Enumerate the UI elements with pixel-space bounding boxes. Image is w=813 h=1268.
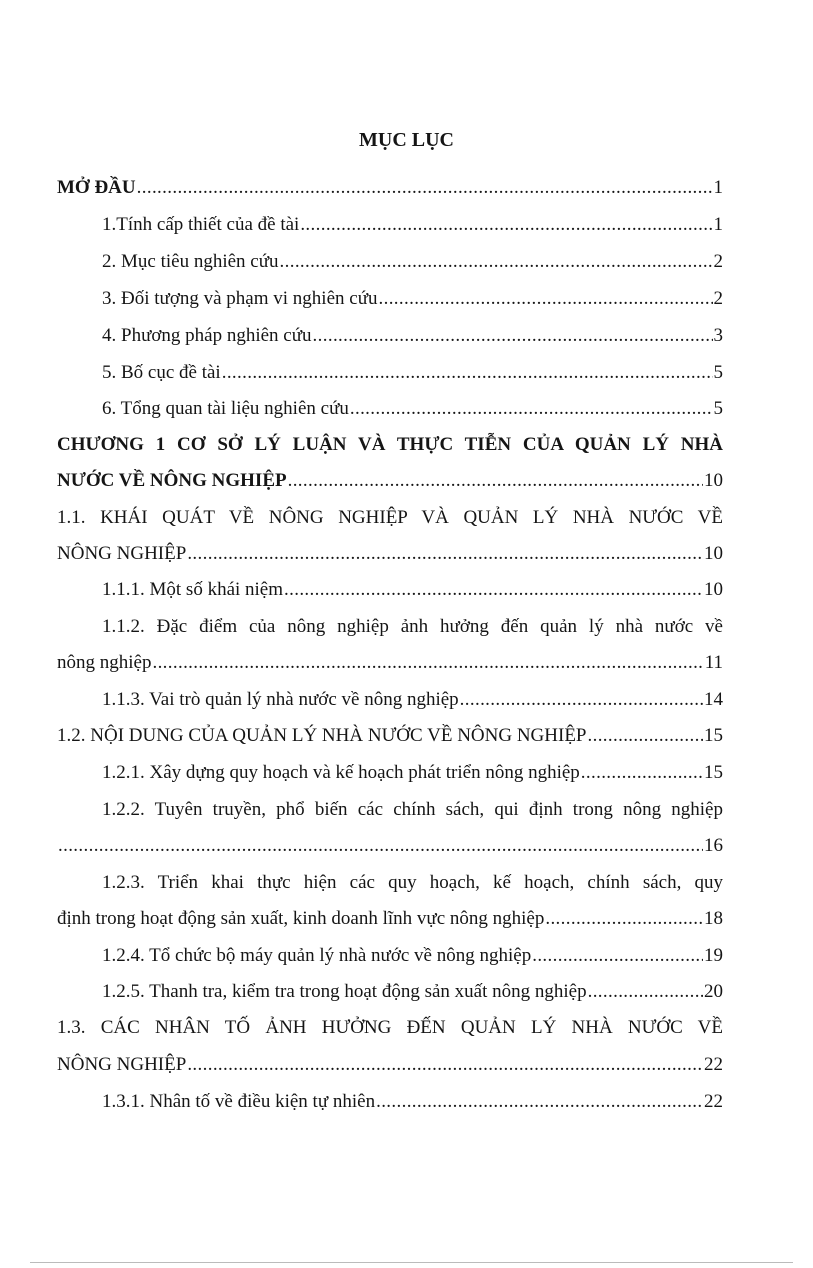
toc-entry[interactable] — [102, 360, 723, 386]
toc-entry-label: 1.2.1. Xây dựng quy hoạch và kế hoạch phát triển nông nghiệp — [102, 762, 580, 783]
toc-entry-label: NÔNG NGHIỆP — [57, 543, 187, 564]
toc-entry-label: 2. Mục tiêu nghiên cứu — [102, 251, 279, 272]
toc-entry[interactable] — [102, 979, 723, 1005]
toc-entry-label: 1.Tính cấp thiết của đề tài — [102, 214, 300, 235]
dot-leader — [545, 906, 703, 932]
page-bottom-divider — [30, 1262, 793, 1263]
toc-entry-label: định trong hoạt động sản xuất, kinh doanh lĩnh vực nông nghiệp — [57, 908, 545, 929]
dot-leader — [288, 468, 703, 494]
toc-entry[interactable] — [57, 650, 723, 676]
toc-entry[interactable] — [57, 175, 723, 201]
toc-entry[interactable] — [57, 833, 723, 859]
toc-entry-label: 1.2. NỘI DUNG CỦA QUẢN LÝ NHÀ NƯỚC VỀ NÔNG NGHIỆP — [57, 725, 587, 746]
toc-entry-page: 19 — [704, 945, 723, 966]
toc-entry[interactable] — [102, 249, 723, 275]
dot-leader — [284, 577, 703, 603]
toc-entry-label: 6. Tổng quan tài liệu nghiên cứu — [102, 398, 349, 419]
toc-entry-page: 15 — [704, 725, 723, 746]
dot-leader — [58, 833, 703, 859]
dot-leader — [187, 541, 703, 567]
toc-entry[interactable] — [102, 577, 723, 603]
dot-leader — [460, 687, 703, 713]
toc-entry-line1[interactable]: CHƯƠNG 1 CƠ SỞ LÝ LUẬN VÀ THỰC TIỄN CỦA QUẢN LÝ NHÀ — [57, 434, 723, 455]
dot-leader — [588, 723, 704, 749]
dot-leader — [280, 249, 713, 275]
toc-entry-page: 22 — [704, 1091, 723, 1112]
toc-entry-page: 22 — [704, 1054, 723, 1075]
toc-entry[interactable] — [57, 723, 723, 749]
toc-entry-page: 18 — [704, 908, 723, 929]
toc-entry[interactable] — [57, 906, 723, 932]
toc-entry[interactable] — [57, 541, 723, 567]
toc-entry-page: 10 — [704, 543, 723, 564]
dot-leader — [588, 979, 703, 1005]
toc-entry-label: 1.1.1. Một số khái niệm — [102, 579, 284, 600]
toc-entry[interactable] — [102, 687, 723, 713]
toc-entry[interactable] — [102, 760, 723, 786]
toc-entry[interactable] — [57, 1052, 723, 1078]
toc-entry-label: 5. Bố cục đề tài — [102, 362, 221, 383]
toc-entry-page: 2 — [713, 288, 723, 309]
page-title: MỤC LỤC — [359, 129, 454, 151]
dot-leader — [350, 396, 713, 422]
toc-entry-page: 5 — [713, 362, 723, 383]
toc-entry-label: MỞ ĐẦU — [57, 177, 136, 198]
dot-leader — [187, 1052, 703, 1078]
dot-leader — [222, 360, 713, 386]
dot-leader — [152, 650, 703, 676]
dot-leader — [300, 212, 712, 238]
dot-leader — [313, 323, 713, 349]
toc-entry[interactable] — [102, 323, 723, 349]
toc-entry-page: 10 — [704, 579, 723, 600]
toc-entry-label: 1.2.5. Thanh tra, kiểm tra trong hoạt động sản xuất nông nghiệp — [102, 981, 587, 1002]
dot-leader — [379, 286, 713, 312]
dot-leader — [376, 1089, 703, 1115]
toc-entry[interactable] — [57, 468, 723, 494]
dot-leader — [532, 943, 703, 969]
toc-entry-label: NƯỚC VỀ NÔNG NGHIỆP — [57, 470, 287, 491]
toc-entry-label: 1.2.4. Tổ chức bộ máy quản lý nhà nước về nông nghiệp — [102, 945, 532, 966]
toc-entry-line1[interactable]: 1.3. CÁC NHÂN TỐ ẢNH HƯỞNG ĐẾN QUẢN LÝ NHÀ NƯỚC VỀ — [57, 1017, 723, 1038]
toc-entry-page: 1 — [713, 177, 723, 198]
toc-entry-page: 20 — [704, 981, 723, 1002]
toc-entry-line1[interactable]: 1.1. KHÁI QUÁT VỀ NÔNG NGHIỆP VÀ QUẢN LÝ NHÀ NƯỚC VỀ — [57, 507, 723, 528]
toc-entry[interactable] — [102, 286, 723, 312]
toc-entry[interactable] — [102, 1089, 723, 1115]
toc-entry-label: NÔNG NGHIỆP — [57, 1054, 187, 1075]
toc-entry-page: 1 — [713, 214, 723, 235]
toc-entry-page: 2 — [713, 251, 723, 272]
toc-entry-label: 3. Đối tượng và phạm vi nghiên cứu — [102, 288, 378, 309]
toc-entry-line1[interactable]: 1.2.3. Triển khai thực hiện các quy hoạch, kế hoạch, chính sách, quy — [102, 872, 723, 893]
toc-entry-label: nông nghiệp — [57, 652, 152, 673]
toc-entry-page: 16 — [704, 835, 723, 856]
toc-entry-label: 1.3.1. Nhân tố về điều kiện tự nhiên — [102, 1091, 376, 1112]
dot-leader — [137, 175, 713, 201]
toc-entry-label: 4. Phương pháp nghiên cứu — [102, 325, 312, 346]
toc-entry[interactable] — [102, 396, 723, 422]
dot-leader — [581, 760, 703, 786]
toc-entry-page: 3 — [713, 325, 723, 346]
toc-entry-page: 15 — [704, 762, 723, 783]
toc-entry[interactable] — [102, 212, 723, 238]
toc-entry-line1[interactable]: 1.2.2. Tuyên truyền, phổ biến các chính sách, qui định trong nông nghiệp — [102, 799, 723, 820]
toc-entry[interactable] — [102, 943, 723, 969]
toc-entry-page: 10 — [704, 470, 723, 491]
toc-entry-line1[interactable]: 1.1.2. Đặc điểm của nông nghiệp ảnh hưởng đến quản lý nhà nước về — [102, 616, 723, 637]
toc-entry-page: 14 — [704, 689, 723, 710]
toc-entry-label: 1.1.3. Vai trò quản lý nhà nước về nông nghiệp — [102, 689, 459, 710]
toc-entry-page: 5 — [713, 398, 723, 419]
toc-entry-page: 11 — [704, 652, 723, 673]
